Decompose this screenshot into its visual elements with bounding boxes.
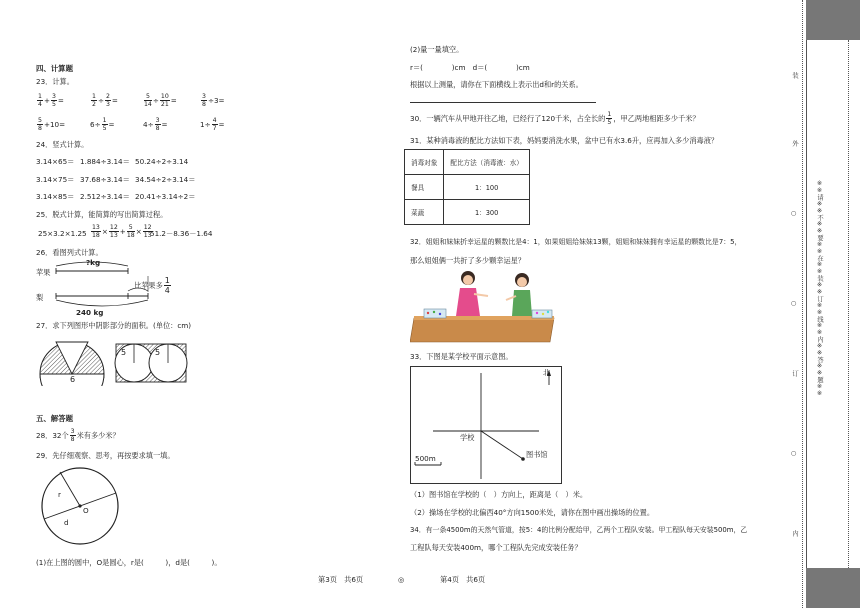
q32-illustration (410, 266, 558, 344)
section-4-title: 四、计算题 (36, 64, 73, 73)
q25-b: $\frac{13}{18}$ × $\frac{12}{13}$ + $\frac{5}{18}$ × $\frac{12}{13}$ (92, 224, 152, 239)
q24-r1c1: 3.14×65＝ (36, 157, 75, 166)
q33-north: 北 (543, 368, 551, 377)
q29-3: 根据以上测量，请你在下面横线上表示出d和r的关系。 (410, 80, 583, 89)
q27-b-label-1: 5 (121, 348, 127, 357)
footer-mid-mark: ◎ (398, 575, 405, 584)
q24-r2c1: 3.14×75＝ (36, 175, 75, 184)
q29-circle-figure (36, 463, 126, 549)
section-5-title: 五、解答题 (36, 414, 73, 423)
q31: 31．某种消毒液的配比方法如下表，妈妈要消洗水果，盆中已有水3.6升，应再加入多少消毒液？ (410, 136, 719, 145)
binding-dotted-line-right (848, 40, 850, 568)
q27-title: 27．求下列图形中阴影部分的面积。(单位：cm) (36, 321, 192, 330)
q31-cell-r1c1: 餐具 (405, 175, 444, 200)
q31-th-2: 配比方法（消毒液：水） (444, 150, 530, 175)
q26-unknown: ?kg (86, 258, 101, 267)
binding-mark-2: ○ (790, 210, 797, 217)
q33-map (410, 366, 562, 484)
q26-title: 26．看图列式计算。 (36, 248, 103, 257)
q23-title: 23．计算。 (36, 77, 74, 86)
binding-mark-3: 装 (791, 72, 798, 79)
q31-cell-r2c1: 菜蔬 (405, 200, 444, 225)
q25-title: 25．脱式计算，能简算的写出简算过程。 (36, 210, 168, 219)
q33-library: 图书馆 (526, 450, 548, 459)
binding-mark-5: 订 (791, 370, 798, 377)
q31-table-wrap (404, 149, 530, 225)
binding-grey-top (806, 0, 860, 40)
q33-scale: 500m (415, 454, 436, 463)
q23-item-2: $\frac{1}{2}$ ÷ $\frac{2}{3}$ = (92, 93, 118, 108)
binding-mark-6: ○ (790, 450, 797, 457)
q24-r2c3: 34.54÷2÷3.14＝ (135, 175, 196, 184)
q29-2-blanks: r＝( )cm d＝( )cm (410, 63, 530, 72)
q31-cell-r1c2: 1：100 (444, 175, 530, 200)
q23-item-6: 6÷ $\frac{1}{5}$ = (90, 117, 115, 132)
binding-grey-bottom (806, 568, 860, 608)
q34-line-1: 34．有一条4500m的天然气管道，按5：4的比例分配给甲，乙两个工程队安装。甲工程队每天安装500m，乙 (410, 526, 748, 534)
q23-item-7: 4÷ $\frac{3}{8}$ = (143, 117, 168, 132)
q27-figures (36, 334, 236, 386)
q25-a: 25×3.2×1.25 (38, 229, 87, 238)
q26-apple-label: 苹果 (36, 268, 51, 277)
binding-warning-text: ※※请※※不※※要※※在※※装※※订※※线※※内※※答※※题※※ (816, 180, 823, 397)
footer-page-right: 第4页 共6页 (440, 575, 486, 584)
q29-title: 29．先仔细观察、思考，再按要求填一填。 (36, 451, 175, 460)
q24-r3c3: 20.41÷3.14÷2＝ (135, 192, 196, 201)
q33-1: （1）图书馆在学校的（ ）方向上，距离是（ ）米。 (410, 490, 588, 499)
q33-school: 学校 (460, 433, 475, 442)
q32-line-1: 32．姐姐和妹妹折幸运星的颗数比是4：1，如果姐姐给妹妹13颗，姐姐和妹妹拥有幸运星的颗数比是7：5， (410, 238, 742, 246)
q28: 28．32个 $\frac{3}{8}$ 米有多少米？ (36, 428, 120, 443)
binding-mark-4: ○ (790, 300, 797, 307)
q27-a-label: 6 (70, 375, 76, 384)
q29-r-label: r (58, 490, 61, 499)
q31-table (404, 149, 530, 225)
q29-2: (2)量一量填空。 (410, 45, 464, 54)
q29-o-label: O (83, 506, 89, 515)
q26-pear-label: 梨 (36, 293, 44, 302)
binding-mark-1: 外 (791, 140, 798, 147)
q23-item-3: $\frac{5}{14}$ ÷ $\frac{10}{21}$ = (144, 93, 177, 108)
footer-page-left: 第3页 共6页 (318, 575, 364, 584)
q33-2: （2）操场在学校的北偏西40°方向1500米处，请你在图中画出操场的位置。 (410, 508, 655, 517)
binding-mark-7: 内 (791, 530, 798, 537)
binding-dotted-line-left (802, 0, 804, 608)
q26-diagram (36, 258, 196, 318)
q24-title: 24．竖式计算。 (36, 140, 89, 149)
q24-r3c1: 3.14×85＝ (36, 192, 75, 201)
q29-answer-line (410, 102, 596, 103)
q23-item-4: $\frac{3}{8}$ ÷3 = (202, 93, 225, 108)
q24-r1c2: 1.884÷3.14＝ (80, 157, 130, 166)
q26-total: 240 kg (76, 308, 104, 317)
q30: 30．一辆汽车从甲地开往乙地，已经行了120千米，占全长的 $\frac{1}{5}$ ，甲乙两地相距多少千米？ (410, 111, 700, 126)
q24-r2c2: 37.68÷3.14＝ (80, 175, 130, 184)
q29-1: (1)在上图的圆中，O是圆心，r是( )，d是( )。 (36, 558, 222, 567)
q23-item-1: $\frac{1}{4}$ + $\frac{3}{5}$ = (38, 93, 64, 108)
q31-th-1: 消毒对象 (405, 150, 444, 175)
q26-more: 比苹果多 $\frac{1}{4}$ (134, 276, 170, 295)
q26-line-diagram (36, 258, 196, 318)
q24-r1c3: 50.24÷2÷3.14 (135, 157, 189, 166)
q34-line-2: 工程队每天安装400m，哪个工程队先完成安装任务？ (410, 543, 582, 552)
q24-r3c2: 2.512÷3.14＝ (80, 192, 130, 201)
q31-cell-r2c2: 1：300 (444, 200, 530, 225)
q27-b-label-2: 5 (155, 348, 161, 357)
q32-line-2: 那么姐姐俩一共折了多少颗幸运星？ (410, 256, 526, 265)
q33-title: 33．下图是某学校平面示意图。 (410, 352, 513, 361)
q23-item-5: $\frac{5}{8}$ +10 = (38, 117, 66, 132)
q25-c: 51.2－8.36－1.64 (150, 229, 213, 238)
q23-item-8: 1÷ $\frac{4}{7}$ = (200, 117, 225, 132)
q29-d-label: d (64, 518, 69, 527)
